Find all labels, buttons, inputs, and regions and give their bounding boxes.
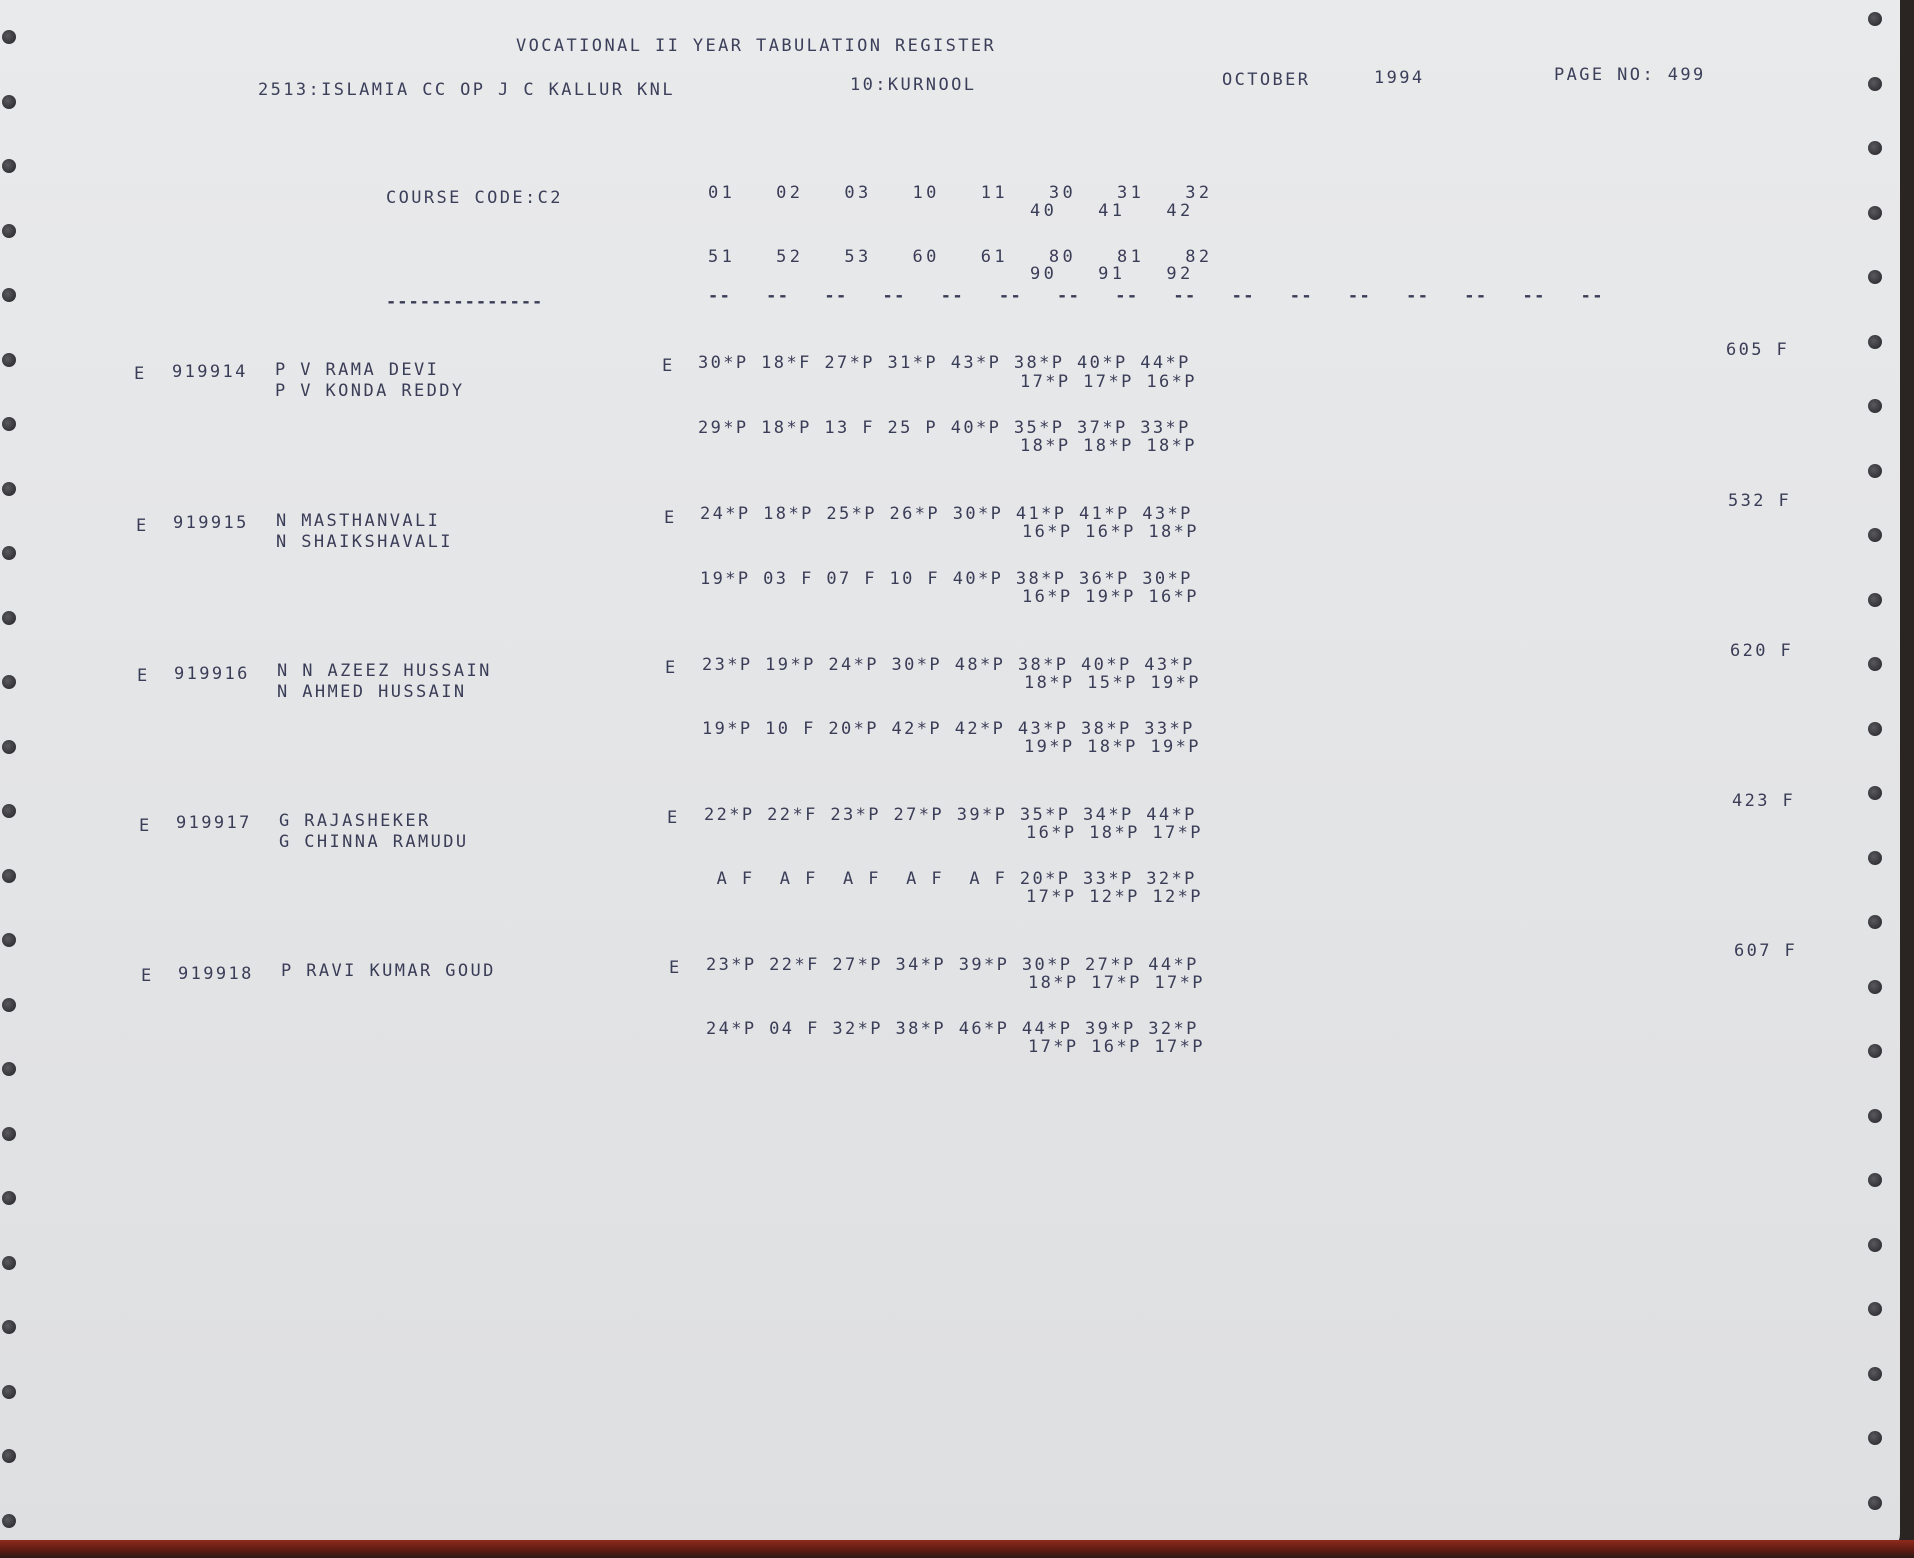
feed-hole	[2, 30, 16, 44]
student-name: P RAVI KUMAR GOUD	[281, 961, 496, 981]
roll-number: 919915	[173, 513, 249, 533]
course-label-underline: --------------	[386, 292, 544, 312]
exam-type: E	[136, 516, 149, 536]
student-name: N MASTHANVALI	[276, 511, 441, 531]
feed-hole	[2, 1449, 16, 1463]
marks-part2: 24*P 04 F 32*P 38*P 46*P 44*P 39*P 32*P	[706, 1019, 1199, 1039]
exam-month: OCTOBER	[1222, 70, 1311, 90]
total-result: 532 F	[1728, 491, 1792, 511]
father-name: N AHMED HUSSAIN	[277, 682, 467, 702]
feed-hole	[1868, 1367, 1882, 1381]
marks-part1: 22*P 22*F 23*P 27*P 39*P 35*P 34*P 44*P	[704, 805, 1197, 825]
subject-codes-row2: 51 52 53 60 61 80 81 82	[708, 247, 1213, 267]
feed-hole	[2, 1062, 16, 1076]
father-name: N SHAIKSHAVALI	[276, 532, 453, 552]
marks-part1: 23*P 19*P 24*P 30*P 48*P 38*P 40*P 43*P	[702, 655, 1195, 675]
marks-part1: 30*P 18*F 27*P 31*P 43*P 38*P 40*P 44*P	[698, 353, 1191, 373]
marks-part1-sub: 17*P 17*P 16*P	[1020, 372, 1197, 392]
feed-hole	[2, 417, 16, 431]
total-result: 423 F	[1732, 791, 1796, 811]
marks-part2: A F A F A F A F A F 20*P 33*P 32*P	[704, 869, 1197, 889]
course-code-label: COURSE CODE:C2	[386, 188, 563, 208]
feed-hole	[1868, 335, 1882, 349]
roll-number: 919914	[172, 362, 248, 382]
subject-codes-row1: 01 02 03 10 11 30 31 32	[708, 183, 1213, 203]
table-surface	[0, 1540, 1914, 1558]
marks-part1-sub: 18*P 15*P 19*P	[1024, 673, 1201, 693]
marks-part1: 24*P 18*P 25*P 26*P 30*P 41*P 41*P 43*P	[700, 504, 1193, 524]
district-name: 10:KURNOOL	[850, 75, 977, 95]
marks-part2-sub: 19*P 18*P 19*P	[1024, 737, 1201, 757]
subject-codes-row1-sub: 40 41 42	[1030, 201, 1194, 221]
feed-hole	[1868, 1431, 1882, 1445]
roll-number: 919916	[174, 664, 250, 684]
marks-part2: 19*P 10 F 20*P 42*P 42*P 43*P 38*P 33*P	[702, 719, 1195, 739]
feed-hole	[1868, 786, 1882, 800]
feed-hole	[2, 933, 16, 947]
feed-hole	[1868, 915, 1882, 929]
feed-hole	[2, 740, 16, 754]
exam-type: E	[137, 666, 150, 686]
feed-hole	[1868, 464, 1882, 478]
feed-hole	[2, 1127, 16, 1141]
feed-hole	[1868, 1173, 1882, 1187]
stream-code: E	[664, 508, 677, 528]
page-number: PAGE NO: 499	[1554, 65, 1706, 85]
marks-part1-sub: 16*P 16*P 18*P	[1022, 522, 1199, 542]
feed-hole	[1868, 722, 1882, 736]
roll-number: 919918	[178, 964, 254, 984]
tractor-feed-holes-right	[1862, 0, 1892, 1552]
feed-hole	[1868, 12, 1882, 26]
feed-hole	[1868, 1109, 1882, 1123]
feed-hole	[2, 998, 16, 1012]
subject-codes-underline: -- -- -- -- -- -- -- -- -- -- -- -- -- -- -- --	[708, 286, 1604, 306]
feed-hole	[1868, 851, 1882, 865]
total-result: 620 F	[1730, 641, 1794, 661]
stream-code: E	[667, 808, 680, 828]
roll-number: 919917	[176, 813, 252, 833]
stream-code: E	[669, 958, 682, 978]
exam-year: 1994	[1374, 68, 1425, 88]
marks-part2: 19*P 03 F 07 F 10 F 40*P 38*P 36*P 30*P	[700, 569, 1193, 589]
college-name: 2513:ISLAMIA CC OP J C KALLUR KNL	[258, 80, 675, 100]
student-name: N N AZEEZ HUSSAIN	[277, 661, 492, 681]
feed-hole	[1868, 141, 1882, 155]
student-name: P V RAMA DEVI	[275, 360, 440, 380]
feed-hole	[1868, 399, 1882, 413]
feed-hole	[1868, 528, 1882, 542]
feed-hole	[2, 353, 16, 367]
tractor-feed-holes-left	[0, 0, 30, 1552]
feed-hole	[2, 1256, 16, 1270]
feed-hole	[1868, 980, 1882, 994]
feed-hole	[1868, 657, 1882, 671]
feed-hole	[2, 224, 16, 238]
marks-part2-sub: 18*P 18*P 18*P	[1020, 436, 1197, 456]
feed-hole	[2, 546, 16, 560]
marks-part1-sub: 18*P 17*P 17*P	[1028, 973, 1205, 993]
stream-code: E	[665, 658, 678, 678]
feed-hole	[1868, 593, 1882, 607]
exam-type: E	[139, 816, 152, 836]
marks-part1-sub: 16*P 18*P 17*P	[1026, 823, 1203, 843]
total-result: 605 F	[1726, 340, 1790, 360]
feed-hole	[1868, 1496, 1882, 1510]
feed-hole	[1868, 1044, 1882, 1058]
marks-part2-sub: 16*P 19*P 16*P	[1022, 587, 1199, 607]
marks-part2-sub: 17*P 16*P 17*P	[1028, 1037, 1205, 1057]
feed-hole	[2, 675, 16, 689]
exam-type: E	[141, 966, 154, 986]
subject-codes-row2-sub: 90 91 92	[1030, 264, 1194, 284]
feed-hole	[2, 1191, 16, 1205]
total-result: 607 F	[1734, 941, 1798, 961]
feed-hole	[2, 95, 16, 109]
feed-hole	[2, 482, 16, 496]
exam-type: E	[134, 364, 147, 384]
feed-hole	[2, 869, 16, 883]
feed-hole	[1868, 77, 1882, 91]
feed-hole	[2, 288, 16, 302]
register-title: VOCATIONAL II YEAR TABULATION REGISTER	[516, 36, 997, 56]
feed-hole	[1868, 1238, 1882, 1252]
feed-hole	[2, 611, 16, 625]
stream-code: E	[662, 356, 675, 376]
marks-part1: 23*P 22*F 27*P 34*P 39*P 30*P 27*P 44*P	[706, 955, 1199, 975]
father-name: P V KONDA REDDY	[275, 381, 465, 401]
marks-part2: 29*P 18*P 13 F 25 P 40*P 35*P 37*P 33*P	[698, 418, 1191, 438]
feed-hole	[2, 1320, 16, 1334]
feed-hole	[2, 804, 16, 818]
feed-hole	[2, 1385, 16, 1399]
feed-hole	[1868, 1302, 1882, 1316]
marks-part2-sub: 17*P 12*P 12*P	[1026, 887, 1203, 907]
feed-hole	[2, 159, 16, 173]
student-name: G RAJASHEKER	[279, 811, 431, 831]
feed-hole	[2, 1514, 16, 1528]
feed-hole	[1868, 270, 1882, 284]
father-name: G CHINNA RAMUDU	[279, 832, 469, 852]
feed-hole	[1868, 206, 1882, 220]
